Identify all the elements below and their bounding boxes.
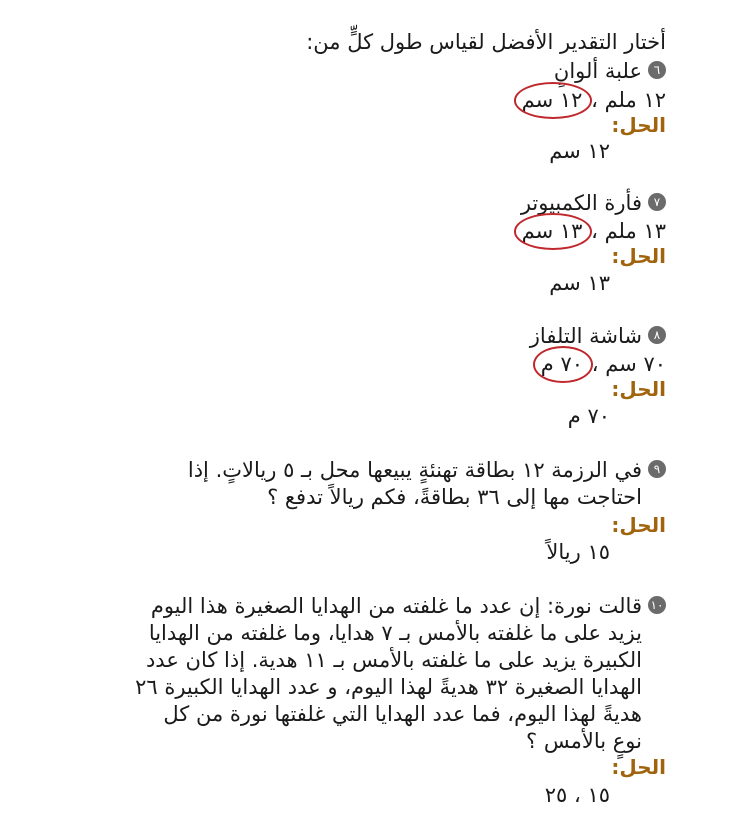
item-8-title bbox=[530, 322, 666, 350]
item-8-option-b-circled: ٧٠ م bbox=[540, 352, 584, 376]
instruction: أختار التقدير الأفضل لقياس طول كلٍّ من: bbox=[306, 30, 666, 54]
item-7-options bbox=[520, 217, 666, 245]
item-7-option-b-circled: ١٣ سم bbox=[521, 219, 583, 243]
problem-9-line-1: ٩في الرزمة ١٢ بطاقة تهنئةٍ يبيعها محل بـ ٥ ريالاتٍ. إذا bbox=[86, 457, 666, 484]
item-7-number: ٧ bbox=[648, 193, 666, 211]
problem-9-number: ٩ bbox=[648, 460, 666, 478]
problem-10-number: ١٠ bbox=[648, 596, 666, 614]
problem-10-line-4: الهدايا الصغيرة ٣٢ هديةً لهذا اليوم، و عدد الهدايا الكبيرة ٢٦ bbox=[135, 675, 642, 699]
item-8-title-text: شاشة التلفاز bbox=[529, 324, 642, 348]
problem-10 bbox=[86, 593, 666, 755]
item-6-solution-label: الحل: bbox=[611, 113, 666, 137]
item-6-option-a: ١٢ ملم ، bbox=[591, 88, 666, 112]
problem-10-answer: ١٥ ، ٢٥ bbox=[544, 783, 610, 807]
item-7-option-a: ١٣ ملم ، bbox=[591, 219, 666, 243]
item-7-answer: ١٣ سم bbox=[549, 271, 610, 295]
item-8-answer: ٧٠ م bbox=[567, 404, 610, 428]
problem-10-line-6: نوعٍ بالأمس ؟ bbox=[526, 729, 642, 753]
item-7-title-text: فأرة الكمبيوتر bbox=[520, 191, 642, 215]
item-6-options bbox=[520, 86, 666, 114]
item-7-solution-label: الحل: bbox=[611, 244, 666, 268]
problem-9 bbox=[86, 457, 666, 511]
item-6-number: ٦ bbox=[648, 61, 666, 79]
item-6-answer: ١٢ سم bbox=[549, 139, 610, 163]
problem-9-solution-label: الحل: bbox=[611, 513, 666, 537]
problem-9-answer: ١٥ ريالاً bbox=[546, 540, 610, 564]
problem-10-line-5: هديةً لهذا اليوم، فما عدد الهدايا التي غلفتها نورة من كل bbox=[163, 702, 642, 726]
problem-9-line-2: احتاجت مها إلى ٣٦ بطاقةً، فكم ريالاً تدفع ؟ bbox=[267, 485, 642, 509]
item-6-title bbox=[554, 57, 666, 85]
item-8-solution-label: الحل: bbox=[611, 377, 666, 401]
problem-10-line-1: ١٠قالت نورة: إن عدد ما غلفته من الهدايا الصغيرة هذا اليوم bbox=[86, 593, 666, 620]
item-8-option-a: ٧٠ سم ، bbox=[591, 352, 666, 376]
item-6-title-text: علبة ألوانٍ bbox=[553, 59, 642, 83]
problem-10-line-2: يزيد على ما غلفته بالأمس بـ ٧ هدايا، وما غلفته من الهدايا bbox=[148, 621, 642, 645]
item-8-options bbox=[539, 350, 666, 378]
item-8-number: ٨ bbox=[648, 326, 666, 344]
problem-10-solution-label: الحل: bbox=[611, 755, 666, 779]
item-6-option-b-circled: ١٢ سم bbox=[521, 88, 583, 112]
problem-10-line-3: الكبيرة يزيد على ما غلفته بالأمس بـ ١١ هدية. إذا كان عدد bbox=[145, 648, 642, 672]
